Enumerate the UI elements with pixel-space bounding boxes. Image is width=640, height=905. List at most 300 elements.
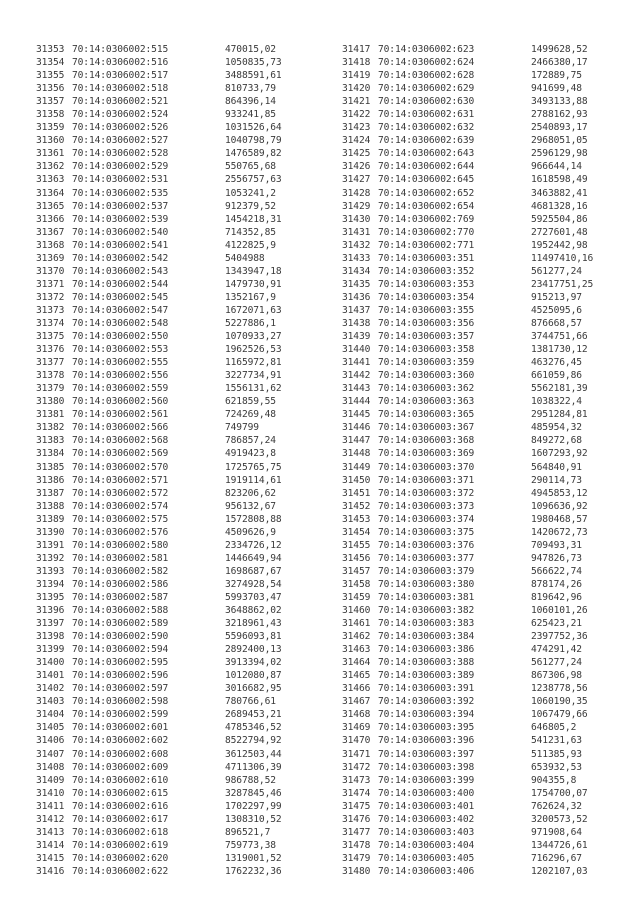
cadastral-number: 70:14:0306003:397 [378,748,475,760]
row-number: 31377 [36,357,65,369]
row-value: 511385,93 [531,748,582,760]
row-number: 31425 [342,148,371,160]
cadastral-number: 70:14:0306002:540 [72,226,169,238]
row-number: 31364 [36,187,65,199]
table-row [342,239,593,252]
table-row [36,565,282,578]
cadastral-number: 70:14:0306003:381 [378,591,475,603]
row-number: 31353 [36,44,65,55]
row-number: 31400 [36,657,65,669]
row-number: 31408 [36,761,65,773]
table-row [342,369,593,382]
row-number: 31465 [342,670,371,682]
cadastral-number: 70:14:0306002:547 [72,304,169,316]
cadastral-number: 70:14:0306003:384 [378,631,475,643]
row-value: 3744751,66 [531,331,588,343]
cadastral-number: 70:14:0306002:644 [378,161,475,173]
row-number: 31405 [36,722,65,734]
row-value: 1060101,26 [531,605,588,617]
row-value: 810733,79 [225,83,276,95]
table-row [36,474,282,487]
row-number: 31370 [36,265,65,277]
cadastral-number: 70:14:0306002:526 [72,122,169,134]
row-value: 3274928,54 [225,578,282,590]
table-row [36,434,282,447]
row-number: 31439 [342,331,371,343]
row-value: 2334726,12 [225,539,282,551]
row-value: 23417751,25 [531,278,594,290]
cadastral-number: 70:14:0306003:362 [378,383,475,395]
row-number: 31415 [36,852,65,864]
row-number: 31471 [342,748,371,760]
table-row [342,474,593,487]
cadastral-number: 70:14:0306003:353 [378,278,475,290]
row-number: 31477 [342,826,371,838]
cadastral-number: 70:14:0306002:574 [72,500,169,512]
row-value: 1672071,63 [225,304,282,316]
cadastral-number: 70:14:0306002:516 [72,57,169,69]
table-row [36,330,282,343]
table-row [342,278,593,291]
table-row [342,669,593,682]
table-row [342,421,593,434]
row-number: 31357 [36,96,65,108]
row-number: 31442 [342,370,371,382]
table-row [36,187,282,200]
row-value: 1919114,61 [225,474,282,486]
table-row [36,395,282,408]
row-number: 31432 [342,239,371,251]
row-value: 904355,8 [531,774,577,786]
row-value: 564840,91 [531,461,582,473]
row-number: 31409 [36,774,65,786]
row-number: 31451 [342,487,371,499]
row-value: 566622,74 [531,565,582,577]
row-number: 31459 [342,591,371,603]
row-value: 2951284,81 [531,409,588,421]
row-number: 31399 [36,644,65,656]
left-column [36,43,282,878]
row-number: 31383 [36,435,65,447]
row-number: 31395 [36,591,65,603]
table-row [342,800,593,813]
row-value: 470015,02 [225,44,276,55]
cadastral-number: 70:14:0306003:376 [378,539,475,551]
row-value: 1343947,18 [225,265,282,277]
cadastral-number: 70:14:0306003:405 [378,852,475,864]
row-number: 31458 [342,578,371,590]
cadastral-number: 70:14:0306002:630 [378,96,475,108]
cadastral-number: 70:14:0306003:356 [378,317,475,329]
row-number: 31449 [342,461,371,473]
row-number: 31466 [342,683,371,695]
row-value: 485954,32 [531,422,582,434]
cadastral-number: 70:14:0306002:515 [72,44,169,55]
row-number: 31393 [36,565,65,577]
table-row [36,421,282,434]
row-number: 31392 [36,552,65,564]
cadastral-number: 70:14:0306002:575 [72,513,169,525]
row-value: 912379,52 [225,200,276,212]
table-row [36,800,282,813]
row-number: 31360 [36,135,65,147]
row-value: 971908,64 [531,826,582,838]
row-number: 31385 [36,461,65,473]
row-value: 986788,52 [225,774,276,786]
table-row [36,278,282,291]
table-row [342,265,593,278]
row-number: 31464 [342,657,371,669]
cadastral-number: 70:14:0306002:553 [72,344,169,356]
table-row [342,695,593,708]
cadastral-number: 70:14:0306002:561 [72,409,169,421]
row-number: 31447 [342,435,371,447]
row-number: 31438 [342,317,371,329]
cadastral-number: 70:14:0306002:643 [378,148,475,160]
table-row [36,343,282,356]
table-row [36,500,282,513]
cadastral-number: 70:14:0306003:379 [378,565,475,577]
row-number: 31379 [36,383,65,395]
row-number: 31396 [36,605,65,617]
cadastral-number: 70:14:0306003:358 [378,344,475,356]
cadastral-number: 70:14:0306003:394 [378,709,475,721]
row-value: 4945853,12 [531,487,588,499]
cadastral-number: 70:14:0306002:609 [72,761,169,773]
table-row [342,591,593,604]
row-number: 31382 [36,422,65,434]
row-value: 5596093,81 [225,631,282,643]
cadastral-number: 70:14:0306002:531 [72,174,169,186]
cadastral-number: 70:14:0306002:545 [72,291,169,303]
row-value: 1980468,57 [531,513,588,525]
cadastral-number: 70:14:0306003:373 [378,500,475,512]
cadastral-number: 70:14:0306003:370 [378,461,475,473]
row-value: 709493,31 [531,539,582,551]
row-number: 31426 [342,161,371,173]
row-number: 31462 [342,631,371,643]
table-row [36,317,282,330]
table-row [36,865,282,878]
table-row [36,82,282,95]
table-row [342,617,593,630]
row-value: 1454218,31 [225,213,282,225]
cadastral-number: 70:14:0306002:517 [72,70,169,82]
table-row [36,708,282,721]
table-row [342,56,593,69]
row-value: 3200573,52 [531,813,588,825]
row-value: 3218961,43 [225,618,282,630]
cadastral-number: 70:14:0306003:388 [378,657,475,669]
row-number: 31367 [36,226,65,238]
table-row [342,839,593,852]
row-value: 4681328,16 [531,200,588,212]
row-number: 31365 [36,200,65,212]
row-value: 1053241,2 [225,187,276,199]
table-row [342,121,593,134]
row-number: 31470 [342,735,371,747]
table-row [342,630,593,643]
cadastral-number: 70:14:0306002:602 [72,735,169,747]
row-number: 31436 [342,291,371,303]
row-number: 31419 [342,70,371,82]
cadastral-number: 70:14:0306002:572 [72,487,169,499]
right-column [342,43,593,878]
row-value: 1702297,99 [225,800,282,812]
table-row [36,226,282,239]
row-value: 561277,24 [531,657,582,669]
row-number: 31427 [342,174,371,186]
row-value: 1725765,75 [225,461,282,473]
table-row [36,95,282,108]
row-value: 4509626,9 [225,526,276,538]
cadastral-number: 70:14:0306002:769 [378,213,475,225]
row-number: 31461 [342,618,371,630]
row-value: 1067479,66 [531,709,588,721]
row-value: 1165972,81 [225,357,282,369]
table-row [36,108,282,121]
row-value: 2540893,17 [531,122,588,134]
table-row [342,69,593,82]
row-value: 1952442,98 [531,239,588,251]
row-number: 31457 [342,565,371,577]
table-row [342,434,593,447]
row-number: 31430 [342,213,371,225]
row-number: 31445 [342,409,371,421]
row-value: 4525095,6 [531,304,582,316]
table-row [36,408,282,421]
cadastral-number: 70:14:0306002:617 [72,813,169,825]
table-row [36,630,282,643]
row-value: 1352167,9 [225,291,276,303]
cadastral-number: 70:14:0306002:601 [72,722,169,734]
row-value: 550765,68 [225,161,276,173]
cadastral-number: 70:14:0306002:521 [72,96,169,108]
row-number: 31361 [36,148,65,160]
cadastral-number: 70:14:0306003:363 [378,396,475,408]
row-value: 4711306,39 [225,761,282,773]
row-number: 31422 [342,109,371,121]
table-row [342,356,593,369]
table-row [342,643,593,656]
row-number: 31423 [342,122,371,134]
table-row [36,447,282,460]
table-row [342,187,593,200]
cadastral-number: 70:14:0306002:770 [378,226,475,238]
cadastral-number: 70:14:0306002:569 [72,448,169,460]
table-row [36,656,282,669]
row-value: 3287845,46 [225,787,282,799]
table-row [342,552,593,565]
cadastral-number: 70:14:0306003:404 [378,839,475,851]
row-value: 1479730,91 [225,278,282,290]
cadastral-number: 70:14:0306003:368 [378,435,475,447]
table-row [342,774,593,787]
cadastral-number: 70:14:0306002:588 [72,605,169,617]
cadastral-number: 70:14:0306003:402 [378,813,475,825]
cadastral-number: 70:14:0306002:568 [72,435,169,447]
row-number: 31420 [342,83,371,95]
row-number: 31424 [342,135,371,147]
table-row [342,447,593,460]
table-row [342,108,593,121]
row-value: 625423,21 [531,618,582,630]
table-row [36,761,282,774]
cadastral-number: 70:14:0306003:386 [378,644,475,656]
table-row [36,56,282,69]
row-value: 1446649,94 [225,552,282,564]
row-value: 621859,55 [225,396,276,408]
row-number: 31410 [36,787,65,799]
table-row [342,408,593,421]
row-value: 2556757,63 [225,174,282,186]
row-value: 3016682,95 [225,683,282,695]
row-number: 31414 [36,839,65,851]
cadastral-number: 70:14:0306003:401 [378,800,475,812]
row-value: 3463882,41 [531,187,588,199]
table-row [342,748,593,761]
table-row [36,734,282,747]
row-number: 31469 [342,722,371,734]
row-number: 31441 [342,357,371,369]
cadastral-number: 70:14:0306002:596 [72,670,169,682]
table-row [36,291,282,304]
table-row [36,852,282,865]
row-value: 786857,24 [225,435,276,447]
row-number: 31362 [36,161,65,173]
row-value: 1012080,87 [225,670,282,682]
row-number: 31374 [36,317,65,329]
row-value: 1031526,64 [225,122,282,134]
cadastral-number: 70:14:0306002:622 [72,865,169,877]
row-value: 2689453,21 [225,709,282,721]
row-number: 31413 [36,826,65,838]
cadastral-number: 70:14:0306002:580 [72,539,169,551]
cadastral-number: 70:14:0306002:628 [378,70,475,82]
table-row [36,213,282,226]
cadastral-number: 70:14:0306003:380 [378,578,475,590]
row-number: 31394 [36,578,65,590]
table-row [342,82,593,95]
row-number: 31412 [36,813,65,825]
row-value: 4122825,9 [225,239,276,251]
row-number: 31460 [342,605,371,617]
row-number: 31480 [342,865,371,877]
row-number: 31450 [342,474,371,486]
row-value: 864396,14 [225,96,276,108]
cadastral-number: 70:14:0306003:369 [378,448,475,460]
table-row [342,291,593,304]
table-row [36,252,282,265]
cadastral-number: 70:14:0306002:539 [72,213,169,225]
row-number: 31463 [342,644,371,656]
row-value: 2596129,98 [531,148,588,160]
row-value: 1040798,79 [225,135,282,147]
row-number: 31402 [36,683,65,695]
cadastral-number: 70:14:0306003:396 [378,735,475,747]
cadastral-number: 70:14:0306002:652 [378,187,475,199]
cadastral-number: 70:14:0306002:610 [72,774,169,786]
cadastral-number: 70:14:0306002:576 [72,526,169,538]
row-value: 172889,75 [531,70,582,82]
table-row [342,539,593,552]
cadastral-number: 70:14:0306002:571 [72,474,169,486]
row-value: 3493133,88 [531,96,588,108]
row-value: 5404988 [225,252,265,264]
cadastral-number: 70:14:0306002:624 [378,57,475,69]
table-row [342,95,593,108]
table-row [36,839,282,852]
cadastral-number: 70:14:0306002:654 [378,200,475,212]
row-number: 31475 [342,800,371,812]
row-number: 31476 [342,813,371,825]
row-number: 31417 [342,44,371,55]
cadastral-number: 70:14:0306002:529 [72,161,169,173]
table-row [36,239,282,252]
row-value: 2892400,13 [225,644,282,656]
cadastral-number: 70:14:0306003:382 [378,605,475,617]
row-value: 896521,7 [225,826,271,838]
row-number: 31479 [342,852,371,864]
row-value: 1050835,73 [225,57,282,69]
cadastral-number: 70:14:0306002:639 [378,135,475,147]
table-row [36,826,282,839]
row-value: 759773,38 [225,839,276,851]
cadastral-number: 70:14:0306002:587 [72,591,169,603]
table-row [342,487,593,500]
row-value: 1060190,35 [531,696,588,708]
row-value: 1308310,52 [225,813,282,825]
table-row [342,513,593,526]
row-value: 876668,57 [531,317,582,329]
cadastral-number: 70:14:0306002:586 [72,578,169,590]
row-value: 474291,42 [531,644,582,656]
row-number: 31363 [36,174,65,186]
cadastral-number: 70:14:0306002:590 [72,631,169,643]
row-value: 1070933,27 [225,331,282,343]
cadastral-number: 70:14:0306003:377 [378,552,475,564]
cadastral-number: 70:14:0306002:618 [72,826,169,838]
row-number: 31355 [36,70,65,82]
table-row [36,160,282,173]
table-row [36,304,282,317]
row-number: 31452 [342,500,371,512]
row-number: 31380 [36,396,65,408]
row-number: 31403 [36,696,65,708]
table-row [36,643,282,656]
row-value: 1572808,88 [225,513,282,525]
row-number: 31433 [342,252,371,264]
row-value: 1499628,52 [531,44,588,55]
table-row [342,213,593,226]
row-value: 2788162,93 [531,109,588,121]
row-value: 933241,85 [225,109,276,121]
row-number: 31467 [342,696,371,708]
row-value: 956132,67 [225,500,276,512]
cadastral-number: 70:14:0306003:399 [378,774,475,786]
row-value: 5562181,39 [531,383,588,395]
table-row [342,304,593,317]
row-number: 31440 [342,344,371,356]
table-row [342,604,593,617]
table-row [36,369,282,382]
table-row [36,147,282,160]
table-row [36,669,282,682]
table-row [342,317,593,330]
cadastral-number: 70:14:0306003:355 [378,304,475,316]
row-number: 31401 [36,670,65,682]
row-number: 31390 [36,526,65,538]
